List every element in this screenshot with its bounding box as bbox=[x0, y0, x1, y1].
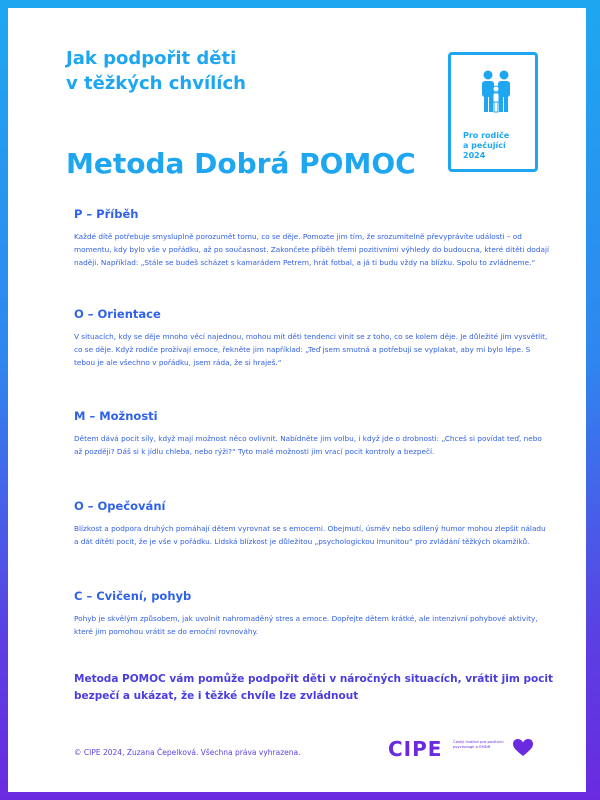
logo-subtitle: Český institut pro pozitivní psychologii a EMDR bbox=[453, 739, 504, 749]
section-text: Pohyb je skvělým způsobem, jak uvolnit nahromaděný stres a emoce. Dopřejte dětem krátké, ale intenzivní pohybové aktivity, které jim pomohou vrátit se do emoční rovnováhy. bbox=[74, 614, 538, 636]
section-heading: O – Opečování bbox=[74, 499, 166, 513]
badge-text bbox=[463, 131, 509, 161]
section-orientace bbox=[74, 306, 552, 369]
section-text: V situacích, kdy se děje mnoho věcí najednou, mohou mít děti tendenci vinit se z toho, co se kolem děje. Je důležité jim vysvětlit, co se děje. Když rodiče prožívají emoce, řekněte jim například: „Teď jsem smutná a potřebuji se vyplakat, aby mi bylo lépe. S tebou je ale všechno v pořádku, jsem ráda, že si hraješ.“ bbox=[74, 332, 548, 367]
document-page bbox=[8, 8, 586, 792]
family-icon bbox=[481, 69, 511, 119]
audience-badge bbox=[448, 52, 538, 172]
cipe-logo: CIPE bbox=[388, 737, 443, 761]
badge-line-1: Pro rodiče bbox=[463, 131, 510, 140]
section-heading: P – Příběh bbox=[74, 207, 139, 221]
section-heading: C – Cvičení, pohyb bbox=[74, 589, 192, 603]
copyright-notice: © CIPE 2024, Zuzana Čepelková. Všechna práva vyhrazena. bbox=[74, 748, 301, 757]
section-text: Každé dítě potřebuje smysluplně porozumět tomu, co se děje. Pomozte jim tím, že srozumitelně převyprávíte události – od momentu, kdy bylo vše v pořádku, až po současnost. Zakončete příběh třemi pozitivními výhledy do budoucna, které dítěti dodají naději. Například: „Stále se budeš scházet s kamarádem Petrem, hrát fotbal, a já ti budu vždy na blízku. Spolu to zvládneme.“ bbox=[74, 232, 550, 267]
section-cviceni bbox=[74, 588, 552, 638]
document-header bbox=[66, 46, 246, 96]
badge-line-3: 2024 bbox=[463, 151, 486, 160]
section-heading: M – Možnosti bbox=[74, 409, 158, 423]
section-text: Blízkost a podpora druhých pomáhají dětem vyrovnat se s emocemi. Obejmutí, úsměv nebo sdílený humor mohou zlepšit náladu a dát dítěti pocit, že je vše v pořádku. Lidská blízkost je důležitou „psychologickou imunitou“ pro zvládání těžkých okamžiků. bbox=[74, 524, 546, 546]
section-opecovani bbox=[74, 498, 552, 548]
section-heading: O – Orientace bbox=[74, 307, 161, 321]
section-moznosti bbox=[74, 408, 552, 458]
header-line-1: Jak podpořit děti bbox=[66, 48, 237, 69]
header-line-2: v těžkých chvílích bbox=[66, 73, 246, 94]
section-pribeh bbox=[74, 206, 552, 269]
heart-icon bbox=[513, 739, 533, 757]
page-title: Metoda Dobrá POMOC bbox=[66, 147, 416, 180]
badge-line-2: a pečující bbox=[463, 141, 506, 150]
closing-statement: Metoda POMOC vám pomůže podpořit děti v náročných situacích, vrátit jim pocit bezpečí a ukázat, že i těžké chvíle lze zvládnout bbox=[74, 673, 554, 702]
section-text: Dětem dává pocit síly, když mají možnost něco ovlivnit. Nabídněte jim volbu, i když jde o drobnosti: „Chceš si povídat teď, nebo až později? Dáš si k jídlu chleba, nebo rýži?“ Tyto malé možnosti jim vrací pocit kontroly a bezpečí. bbox=[74, 434, 542, 456]
